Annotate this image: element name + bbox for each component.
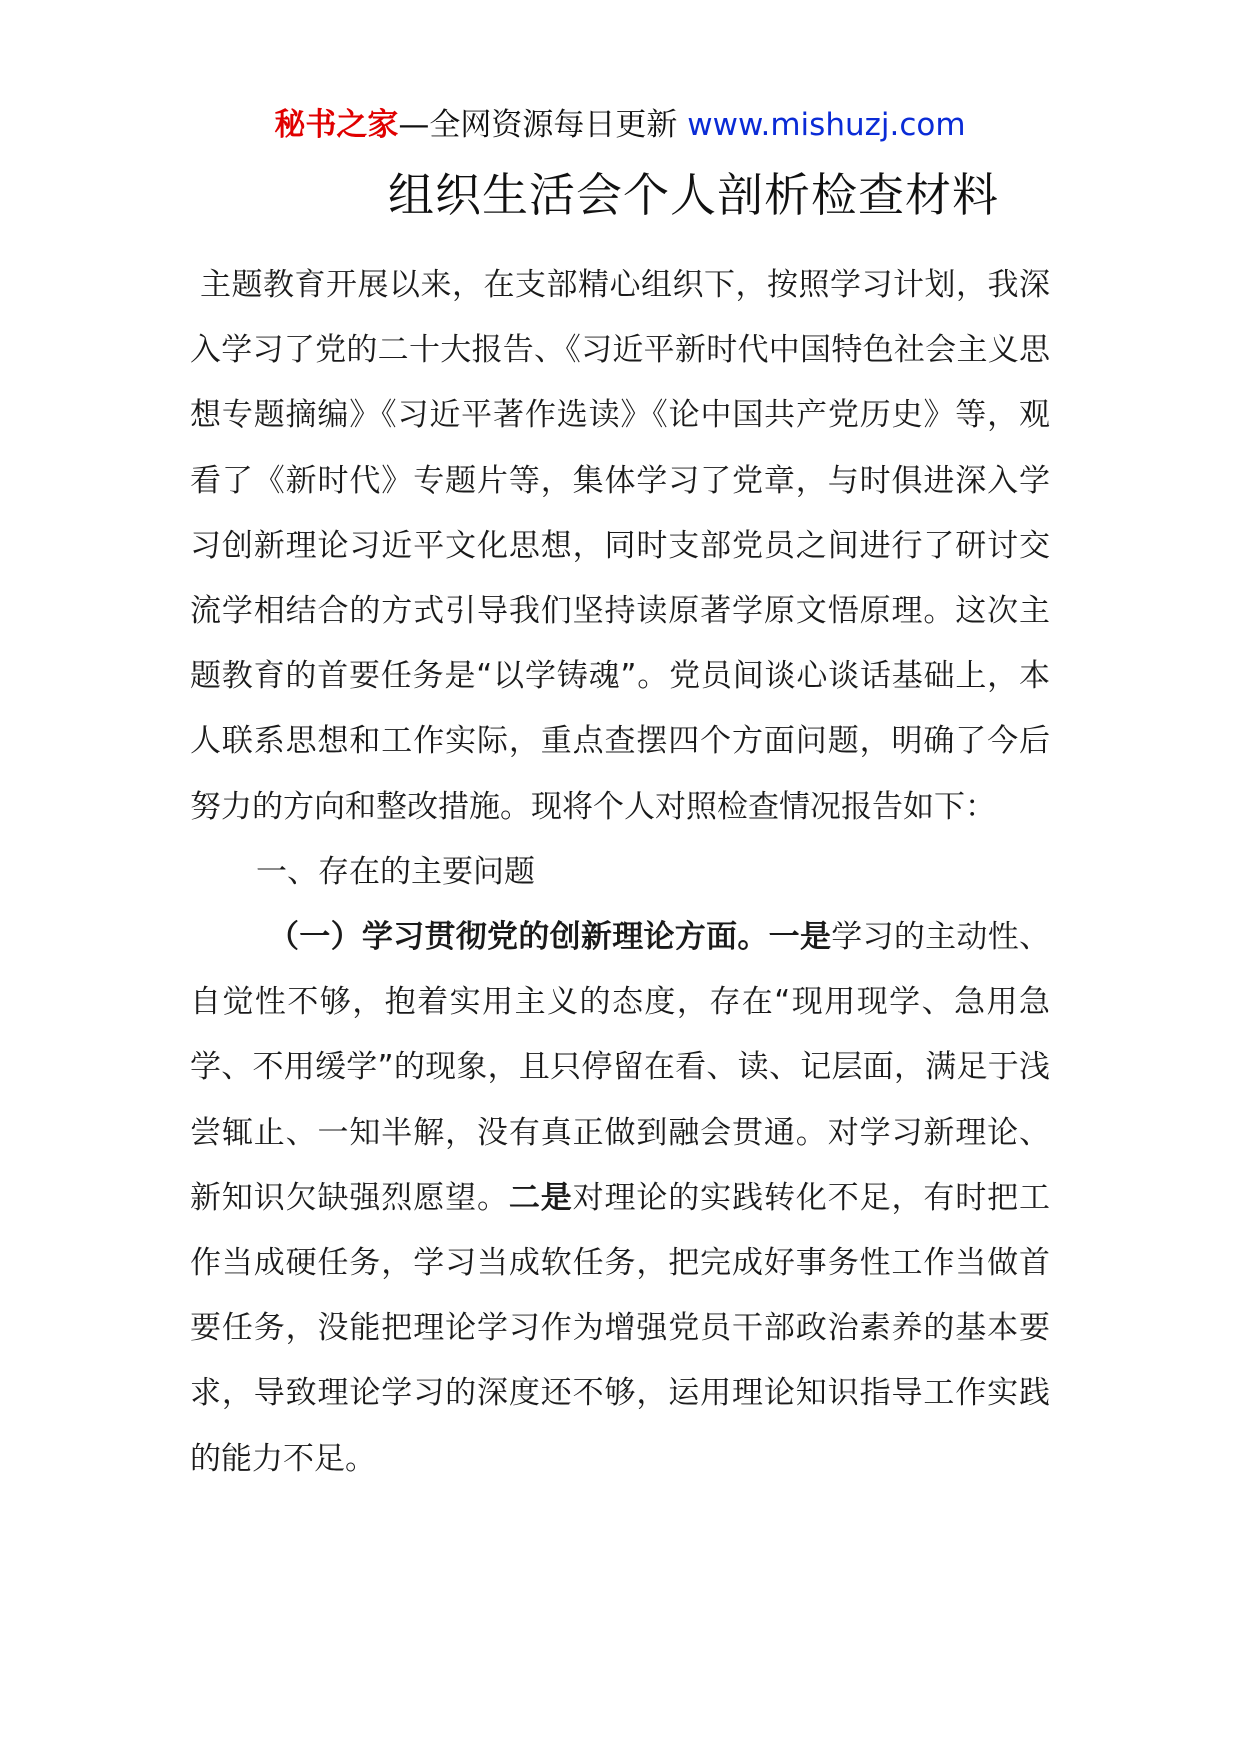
site-url[interactable]: www.mishuzj.com [687, 107, 966, 143]
point-one-text: 学习的主动性、自觉性不够，抱着实用主义的态度，存在“现用现学、急用急学、不用缓学”的现象，且只停留在看、读、记层面，满足于浅尝辄止、一知半解，没有真正做到融会贯通。对学习新理论、新知识欠缺强烈愿望。 [190, 919, 1051, 1216]
problem-paragraph [190, 905, 1050, 1492]
site-header [0, 100, 1240, 150]
point-two-lead: 二是 [508, 1179, 573, 1216]
section-heading: 一、存在的主要问题 [256, 853, 535, 890]
document-body [190, 253, 1050, 1492]
point-two-text: 对理论的实践转化不足，有时把工作当成硬任务，学习当成软任务，把完成好事务性工作当做首要任务，没能把理论学习作为增强党员干部政治素养的基本要求，导致理论学习的深度还不够，运用理论知识指导工作实践的能力不足。 [190, 1179, 1051, 1477]
intro-paragraph: 主题教育开展以来，在支部精心组织下，按照学习计划，我深入学习了党的二十大报告、《习近平新时代中国特色社会主义思想专题摘编》《习近平著作选读》《论中国共产党历史》等，观看了《新时代》专题片等，集体学习了党章，与时俱进深入学习创新理论习近平文化思想，同时支部党员之间进行了研讨交流学相结合的方式引导我们坚持读原著学原文悟原理。这次主题教育的首要任务是“以学铸魂”。党员间谈心谈话基础上，本人联系思想和工作实际，重点查摆四个方面问题，明确了今后努力的方向和整改措施。现将个人对照检查情况报告如下： [190, 267, 1050, 825]
point-one-lead: 一是 [768, 919, 832, 956]
site-slogan: —全网资源每日更新 [398, 107, 688, 143]
subsection-heading: （一）学习贯彻党的创新理论方面。 [268, 919, 769, 956]
document-title: 组织生活会个人剖析检查材料 [388, 168, 999, 222]
site-brand: 秘书之家 [274, 107, 399, 143]
